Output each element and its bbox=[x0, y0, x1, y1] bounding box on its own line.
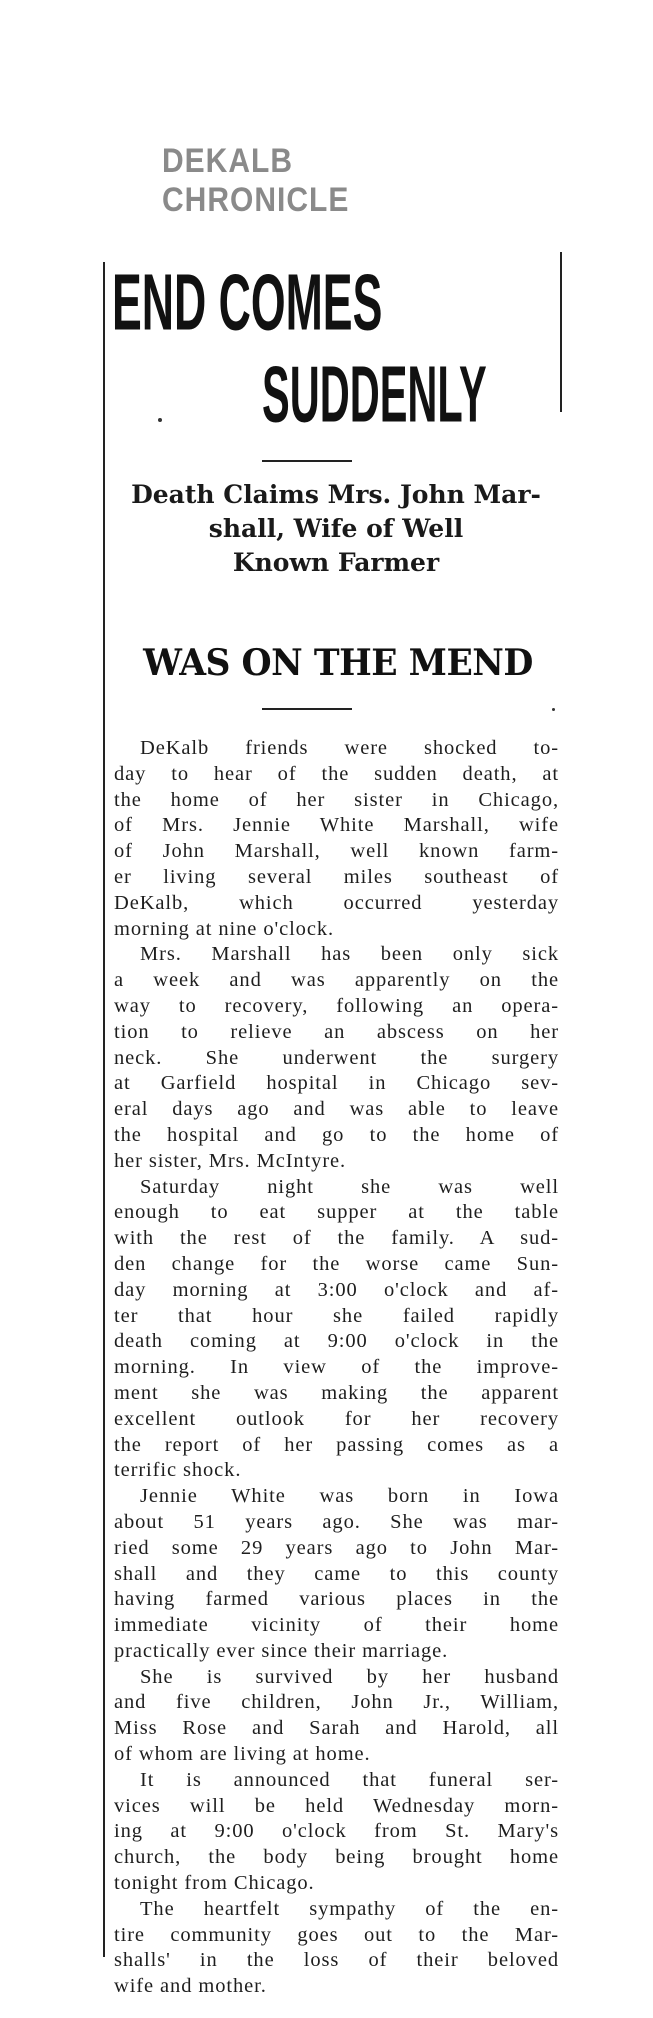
body-line: DeKalb friends were shocked to- bbox=[140, 737, 559, 759]
body-line: DeKalb, which occurred yesterday bbox=[114, 891, 559, 914]
body-line: ter that hour she failed rapidly bbox=[114, 1304, 559, 1327]
body-line: tion to relieve an abscess on her bbox=[114, 1020, 559, 1043]
body-line: shalls' in the loss of their beloved bbox=[114, 1949, 559, 1972]
body-line: She is survived by her husband bbox=[140, 1665, 559, 1688]
body-line: excellent outlook for her recovery bbox=[114, 1407, 559, 1430]
body-line: the home of her sister in Chicago, bbox=[114, 788, 559, 811]
body-line: enough to eat supper at the table bbox=[114, 1201, 559, 1224]
body-line: ing at 9:00 o'clock from St. Mary's bbox=[114, 1820, 559, 1843]
body-line: vices will be held Wednesday morn- bbox=[114, 1794, 559, 1817]
body-line: day to hear of the sudden death, at bbox=[114, 762, 559, 785]
body-line: er living several miles southeast of bbox=[114, 865, 559, 888]
column-rule-left bbox=[103, 262, 105, 1957]
article-body bbox=[114, 736, 559, 2000]
masthead: DEKALB CHRONICLE bbox=[162, 142, 350, 220]
column-rule-right bbox=[560, 252, 562, 412]
headline-line-1: END COMES bbox=[112, 258, 383, 348]
body-line: immediate vicinity of their home bbox=[114, 1614, 559, 1637]
body-line: eral days ago and was able to leave bbox=[114, 1098, 559, 1121]
body-line: morning at nine o'clock. bbox=[114, 917, 334, 940]
body-line: way to recovery, following an opera- bbox=[114, 994, 559, 1017]
deck-line: Death Claims Mrs. John Mar- bbox=[131, 480, 541, 509]
body-line: at Garfield hospital in Chicago sev- bbox=[114, 1072, 559, 1095]
body-line: her sister, Mrs. McIntyre. bbox=[114, 1149, 347, 1172]
body-line: Jennie White was born in Iowa bbox=[140, 1485, 559, 1508]
body-line: of John Marshall, well known farm- bbox=[114, 840, 559, 863]
subhead-divider bbox=[262, 708, 352, 710]
body-line: wife and mother. bbox=[114, 1975, 267, 1998]
body-line: ried some 29 years ago to John Mar- bbox=[114, 1536, 559, 1559]
body-line: neck. She underwent the surgery bbox=[114, 1046, 559, 1069]
body-line: morning. In view of the improve- bbox=[114, 1356, 559, 1379]
body-line: den change for the worse came Sun- bbox=[114, 1252, 559, 1275]
headline-divider bbox=[262, 460, 352, 462]
body-line: of whom are living at home. bbox=[114, 1743, 371, 1766]
body-line: and five children, John Jr., William, bbox=[114, 1691, 559, 1714]
body-line: death coming at 9:00 o'clock in the bbox=[114, 1330, 559, 1353]
body-line: tire community goes out to the Mar- bbox=[114, 1923, 559, 1946]
body-line: shall and they came to this county bbox=[114, 1562, 559, 1585]
print-speck bbox=[552, 708, 555, 711]
body-line: the report of her passing comes as a bbox=[114, 1433, 559, 1456]
body-line: ment she was making the apparent bbox=[114, 1381, 559, 1404]
body-line: tonight from Chicago. bbox=[114, 1872, 315, 1895]
headline-line-2: SUDDENLY bbox=[262, 350, 487, 440]
body-line: terrific shock. bbox=[114, 1459, 242, 1482]
deck-line: shall, Wife of Well bbox=[208, 514, 464, 543]
body-line: Miss Rose and Sarah and Harold, all bbox=[114, 1717, 559, 1740]
deck-headline bbox=[110, 478, 562, 580]
deck-line: Known Farmer bbox=[232, 548, 440, 577]
body-line: Mrs. Marshall has been only sick bbox=[140, 943, 559, 966]
body-line: about 51 years ago. She was mar- bbox=[114, 1510, 559, 1533]
body-line: Saturday night she was well bbox=[140, 1175, 559, 1198]
body-line: church, the body being brought home bbox=[114, 1846, 559, 1869]
print-speck bbox=[158, 418, 162, 422]
subheadline: WAS ON THE MEND bbox=[143, 642, 533, 684]
body-line: a week and was apparently on the bbox=[114, 969, 559, 992]
body-line: having farmed various places in the bbox=[114, 1588, 559, 1611]
body-line: the hospital and go to the home of bbox=[114, 1123, 559, 1146]
body-line: day morning at 3:00 o'clock and af- bbox=[114, 1278, 559, 1301]
body-line: with the rest of the family. A sud- bbox=[114, 1227, 559, 1250]
body-line: The heartfelt sympathy of the en- bbox=[140, 1897, 559, 1920]
body-line: of Mrs. Jennie White Marshall, wife bbox=[114, 814, 559, 837]
body-line: It is announced that funeral ser- bbox=[140, 1768, 559, 1791]
body-line: practically ever since their marriage. bbox=[114, 1639, 449, 1662]
